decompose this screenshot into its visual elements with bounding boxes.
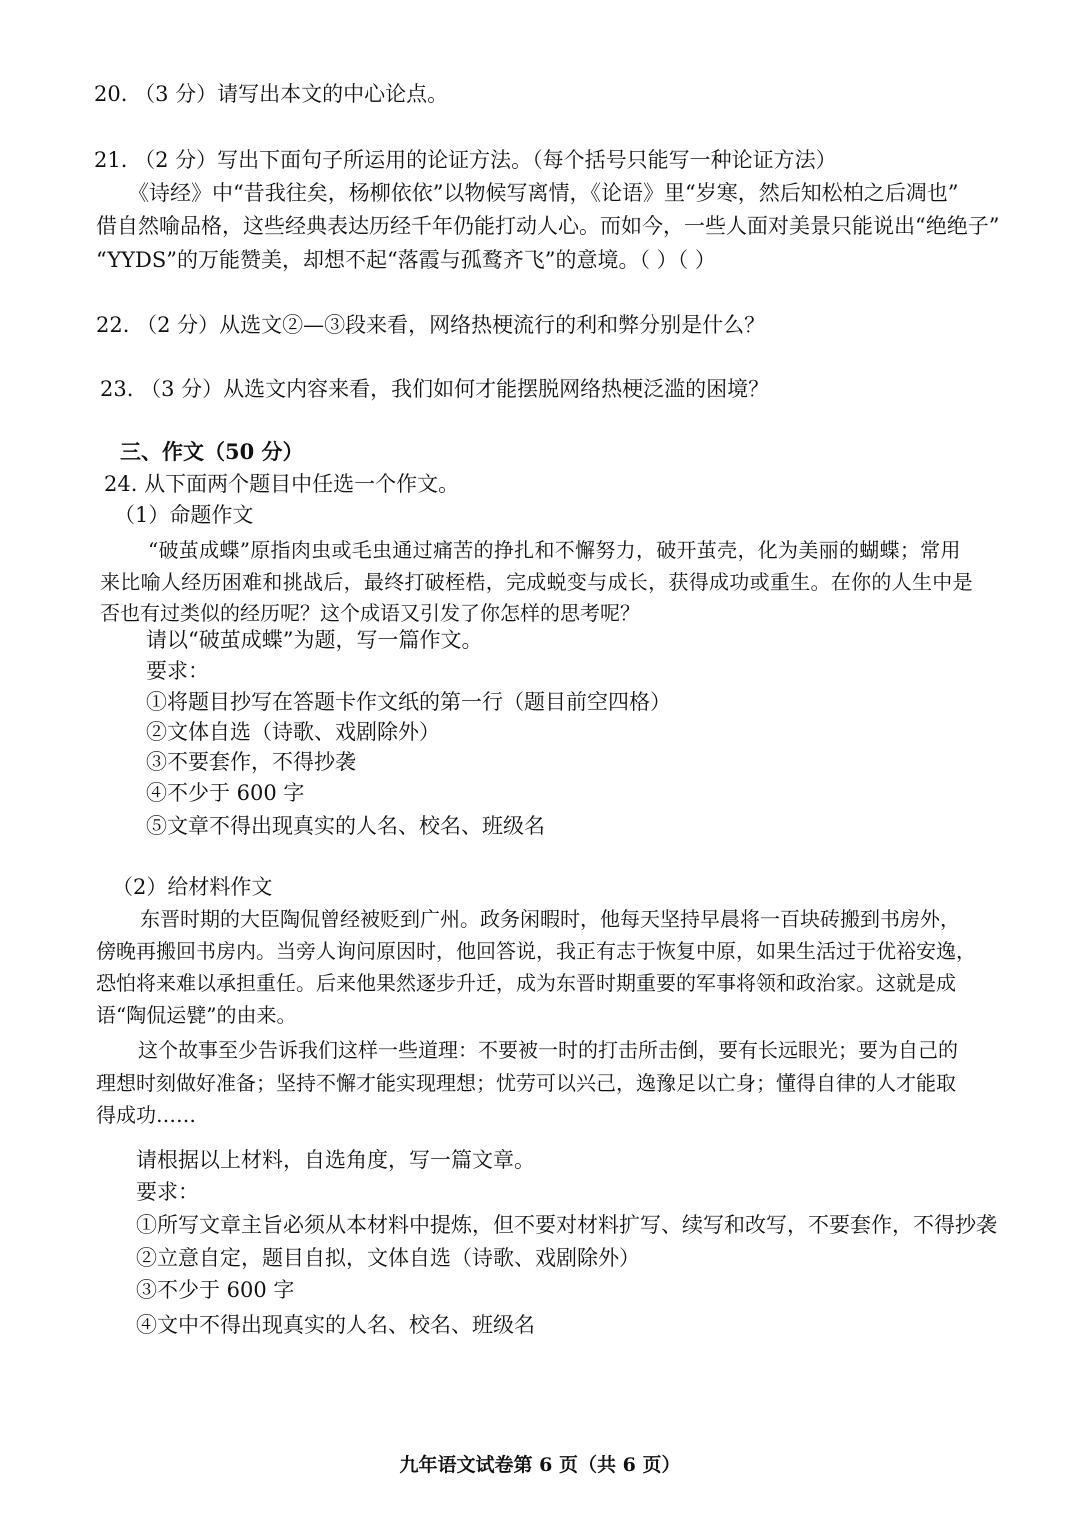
option-1-requirement: ④不少于 600 字 [146, 781, 305, 805]
page-footer: 九年语文试卷第 6 页（共 6 页） [399, 1454, 681, 1476]
option-1-title: （1）命题作文 [114, 503, 254, 527]
option-1-requirement: ②文体自选（诗歌、戏剧除外） [146, 720, 440, 744]
question-22: 22. （2 分）从选文②—③段来看，网络热梗流行的利和弊分别是什么？ [96, 313, 766, 337]
option-2-text-line: 傍晚再搬回书房内。当旁人询问原因时，他回答说，我正有志于恢复中原，如果生活过于优裕安逸， [96, 939, 976, 963]
option-1-requirement: ⑤文章不得出现真实的人名、校名、班级名 [146, 814, 545, 838]
question-24: 24. 从下面两个题目中任选一个作文。 [104, 472, 460, 496]
option-2-text-line: 得成功…… [96, 1103, 196, 1127]
option-1-requirement: ①将题目抄写在答题卡作文纸的第一行（题目前空四格） [146, 690, 671, 714]
option-2-title: （2）给材料作文 [112, 875, 273, 899]
question-21-passage-line: 《诗经》中“昔我往矣，杨柳依依”以物候写离情，《论语》里“岁寒，然后知松柏之后凋也” [128, 181, 959, 205]
option-1-text-line: 来比喻人经历困难和挑战后，最终打破桎梏，完成蜕变与成长，获得成功或重生。在你的人生中是 [100, 570, 973, 594]
option-2-requirement: ①所写文章主旨必须从本材料中提炼，但不要对材料扩写、续写和改写，不要套作，不得抄袭 [136, 1213, 997, 1237]
option-1-text-line: “破茧成蝶”原指肉虫或毛虫通过痛苦的挣扎和不懈努力，破开茧壳，化为美丽的蝴蝶；常用 [148, 538, 961, 562]
option-2-text-line: 东晋时期的大臣陶侃曾经被贬到广州。政务闲暇时，他每天坚持早晨将一百块砖搬到书房外， [140, 907, 960, 931]
question-21-passage-line: “YYDS”的万能赞美，却想不起“落霞与孤鹜齐飞”的意境。（ ）（ ） [96, 248, 716, 272]
option-2-text-line: 语“陶侃运甓”的由来。 [96, 1003, 297, 1027]
question-23: 23. （3 分）从选文内容来看，我们如何才能摆脱网络热梗泛滥的困境？ [100, 377, 770, 401]
option-1-requirement: ③不要套作，不得抄袭 [146, 750, 356, 774]
question-21-passage-line: 借自然喻品格，这些经典表达历经千年仍能打动人心。而如今，一些人面对美景只能说出“绝绝子” [96, 214, 1000, 238]
option-2-text-line: 这个故事至少告诉我们这样一些道理：不要被一时的打击所击倒，要有长远眼光；要为自己的 [138, 1038, 958, 1062]
option-2-text-line: 理想时刻做好准备；坚持不懈才能实现理想；忧劳可以兴己，逸豫足以亡身；懂得自律的人才能取 [96, 1071, 956, 1095]
option-1-requirements-label: 要求： [146, 659, 209, 683]
question-20: 20. （3 分）请写出本文的中心论点。 [94, 82, 449, 106]
section-heading-composition: 三、作文（50 分） [120, 439, 304, 464]
option-2-requirements-label: 要求： [136, 1180, 199, 1204]
option-2-requirement: ②立意自定，题目自拟，文体自选（诗歌、戏剧除外） [136, 1246, 640, 1270]
option-1-text-line: 否也有过类似的经历呢？这个成语又引发了你怎样的思考呢？ [100, 601, 640, 625]
option-2-instruction: 请根据以上材料，自选角度，写一篇文章。 [136, 1148, 535, 1172]
question-21: 21. （2 分）写出下面句子所运用的论证方法。（每个括号只能写一种论证方法） [94, 148, 837, 172]
option-1-instruction: 请以“破茧成蝶”为题，写一篇作文。 [146, 628, 483, 652]
option-2-requirement: ③不少于 600 字 [136, 1278, 295, 1302]
option-2-requirement: ④文中不得出现真实的人名、校名、班级名 [136, 1313, 535, 1337]
option-2-text-line: 恐怕将来难以承担重任。后来他果然逐步升迁，成为东晋时期重要的军事将领和政治家。这就是成 [96, 971, 956, 995]
